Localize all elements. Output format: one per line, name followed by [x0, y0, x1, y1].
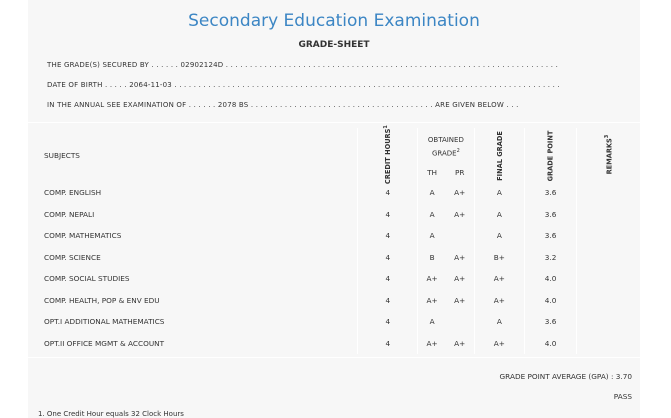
final-grade-cell: A	[474, 204, 525, 226]
pr-header: PR	[454, 167, 465, 177]
table-row	[28, 182, 640, 204]
theory-grade-cell: A	[418, 182, 446, 204]
subject-cell: OPT.I ADDITIONAL MATHEMATICS	[44, 317, 165, 327]
table-row	[28, 268, 640, 290]
sheet-subtitle: GRADE-SHEET	[298, 40, 370, 50]
grade-point-cell: 3.6	[525, 225, 577, 247]
subject-cell: COMP. SCIENCE	[44, 252, 101, 262]
info-divider	[28, 122, 640, 123]
final-grade-cell: A+	[474, 333, 525, 355]
table-row	[28, 290, 640, 312]
theory-grade-cell: A+	[418, 290, 446, 312]
grade-point-cell: 4.0	[525, 268, 577, 290]
remarks-cell	[576, 204, 640, 226]
practical-grade-cell	[446, 225, 474, 247]
credit-hours-cell: 4	[358, 182, 418, 204]
gpa-summary: GRADE POINT AVERAGE (GPA) : 3.70	[499, 372, 632, 381]
exam-year-line: IN THE ANNUAL SEE EXAMINATION OF . . . . . . 2078 BS . . . . . . . . . . . . . . . . . . . . . . . . . . . . . . . . . . . . . . ARE GIVEN BELOW . . .	[47, 101, 519, 109]
credit-hours-cell: 4	[358, 311, 418, 333]
obtained-grade-label: OBTAINED GRADE	[427, 135, 464, 158]
th-header: TH	[418, 162, 446, 182]
practical-grade-cell: A+	[454, 188, 466, 198]
table-bottom-divider	[28, 357, 640, 358]
remarks-cell	[576, 268, 640, 290]
subject-cell: COMP. SOCIAL STUDIES	[44, 274, 130, 284]
grade-point-cell: 3.6	[525, 204, 577, 226]
grade-point-cell: 4.0	[525, 290, 577, 312]
date-of-birth-line: DATE OF BIRTH . . . . . 2064-11-03 . . . . . . . . . . . . . . . . . . . . . . . . . . . . . . . . . . . . . . . . . . . . . . . . . . . . . . . . . . . . . . . . . . . . . . . . . . . . . . . .	[47, 81, 560, 89]
final-grade-cell: A+	[474, 268, 525, 290]
symbol-number-line: THE GRADE(S) SECURED BY . . . . . . 02902124D . . . . . . . . . . . . . . . . . . . . . . . . . . . . . . . . . . . . . . . . . . . . . . . . . . . . . . . . . . . . . . . . . . . . .	[47, 61, 559, 69]
table-row	[28, 225, 640, 247]
credit-hours-cell: 4	[358, 225, 418, 247]
final-grade-cell: A+	[474, 290, 525, 312]
final-grade-cell: A	[474, 225, 525, 247]
grades-table	[28, 125, 640, 354]
table-row	[28, 311, 640, 333]
grade-point-cell: 4.0	[525, 333, 577, 355]
credit-hour-footnote: 1. One Credit Hour equals 32 Clock Hours	[38, 410, 184, 418]
obtained-grade-header: OBTAINED GRADE$^2$	[418, 128, 474, 162]
credit-hours-header: CREDIT HOURS$^1$	[358, 128, 418, 182]
subject-cell: COMP. HEALTH, POP & ENV EDU	[44, 295, 160, 305]
remarks-cell	[576, 333, 640, 355]
table-row	[28, 204, 640, 226]
final-grade-header: FINAL GRADE	[474, 128, 525, 182]
practical-grade-cell	[446, 311, 474, 333]
result-status: PASS	[613, 392, 632, 401]
subject-cell: COMP. ENGLISH	[44, 188, 102, 198]
grade-point-cell: 3.6	[525, 182, 577, 204]
table-row	[28, 247, 640, 269]
credit-hours-cell: 4	[358, 268, 418, 290]
credit-hours-cell: 4	[358, 204, 418, 226]
table-row	[28, 333, 640, 355]
theory-grade-cell: A	[418, 311, 446, 333]
subject-cell: OPT.II OFFICE MGMT & ACCOUNT	[44, 338, 165, 348]
credit-hours-cell: 4	[358, 333, 418, 355]
exam-title: Secondary Education Examination	[188, 11, 480, 31]
theory-grade-cell: B	[418, 247, 446, 269]
header-row-1	[28, 128, 640, 162]
theory-grade-cell: A	[418, 204, 446, 226]
practical-grade-cell: A+	[454, 295, 466, 305]
subject-cell: COMP. NEPALI	[44, 209, 95, 219]
credit-hours-cell: 4	[358, 290, 418, 312]
final-grade-cell: A	[474, 182, 525, 204]
grade-point-header: GRADE POINT	[525, 128, 577, 182]
practical-grade-cell: A+	[454, 209, 466, 219]
remarks-cell	[576, 225, 640, 247]
practical-grade-cell: A+	[454, 338, 466, 348]
remarks-header: REMARKS$^3$	[576, 128, 640, 182]
subjects-header: SUBJECTS	[44, 150, 80, 160]
theory-grade-cell: A+	[418, 268, 446, 290]
grade-point-cell: 3.2	[525, 247, 577, 269]
subject-cell: COMP. MATHEMATICS	[44, 231, 122, 241]
grade-point-cell: 3.6	[525, 311, 577, 333]
grade-sheet	[28, 0, 640, 418]
remarks-cell	[576, 311, 640, 333]
final-grade-cell: A	[474, 311, 525, 333]
remarks-cell	[576, 182, 640, 204]
final-grade-cell: B+	[474, 247, 525, 269]
credit-hours-cell: 4	[358, 247, 418, 269]
remarks-cell	[576, 247, 640, 269]
practical-grade-cell: A+	[454, 274, 466, 284]
practical-grade-cell: A+	[454, 252, 466, 262]
remarks-cell	[576, 290, 640, 312]
theory-grade-cell: A	[418, 225, 446, 247]
theory-grade-cell: A+	[418, 333, 446, 355]
